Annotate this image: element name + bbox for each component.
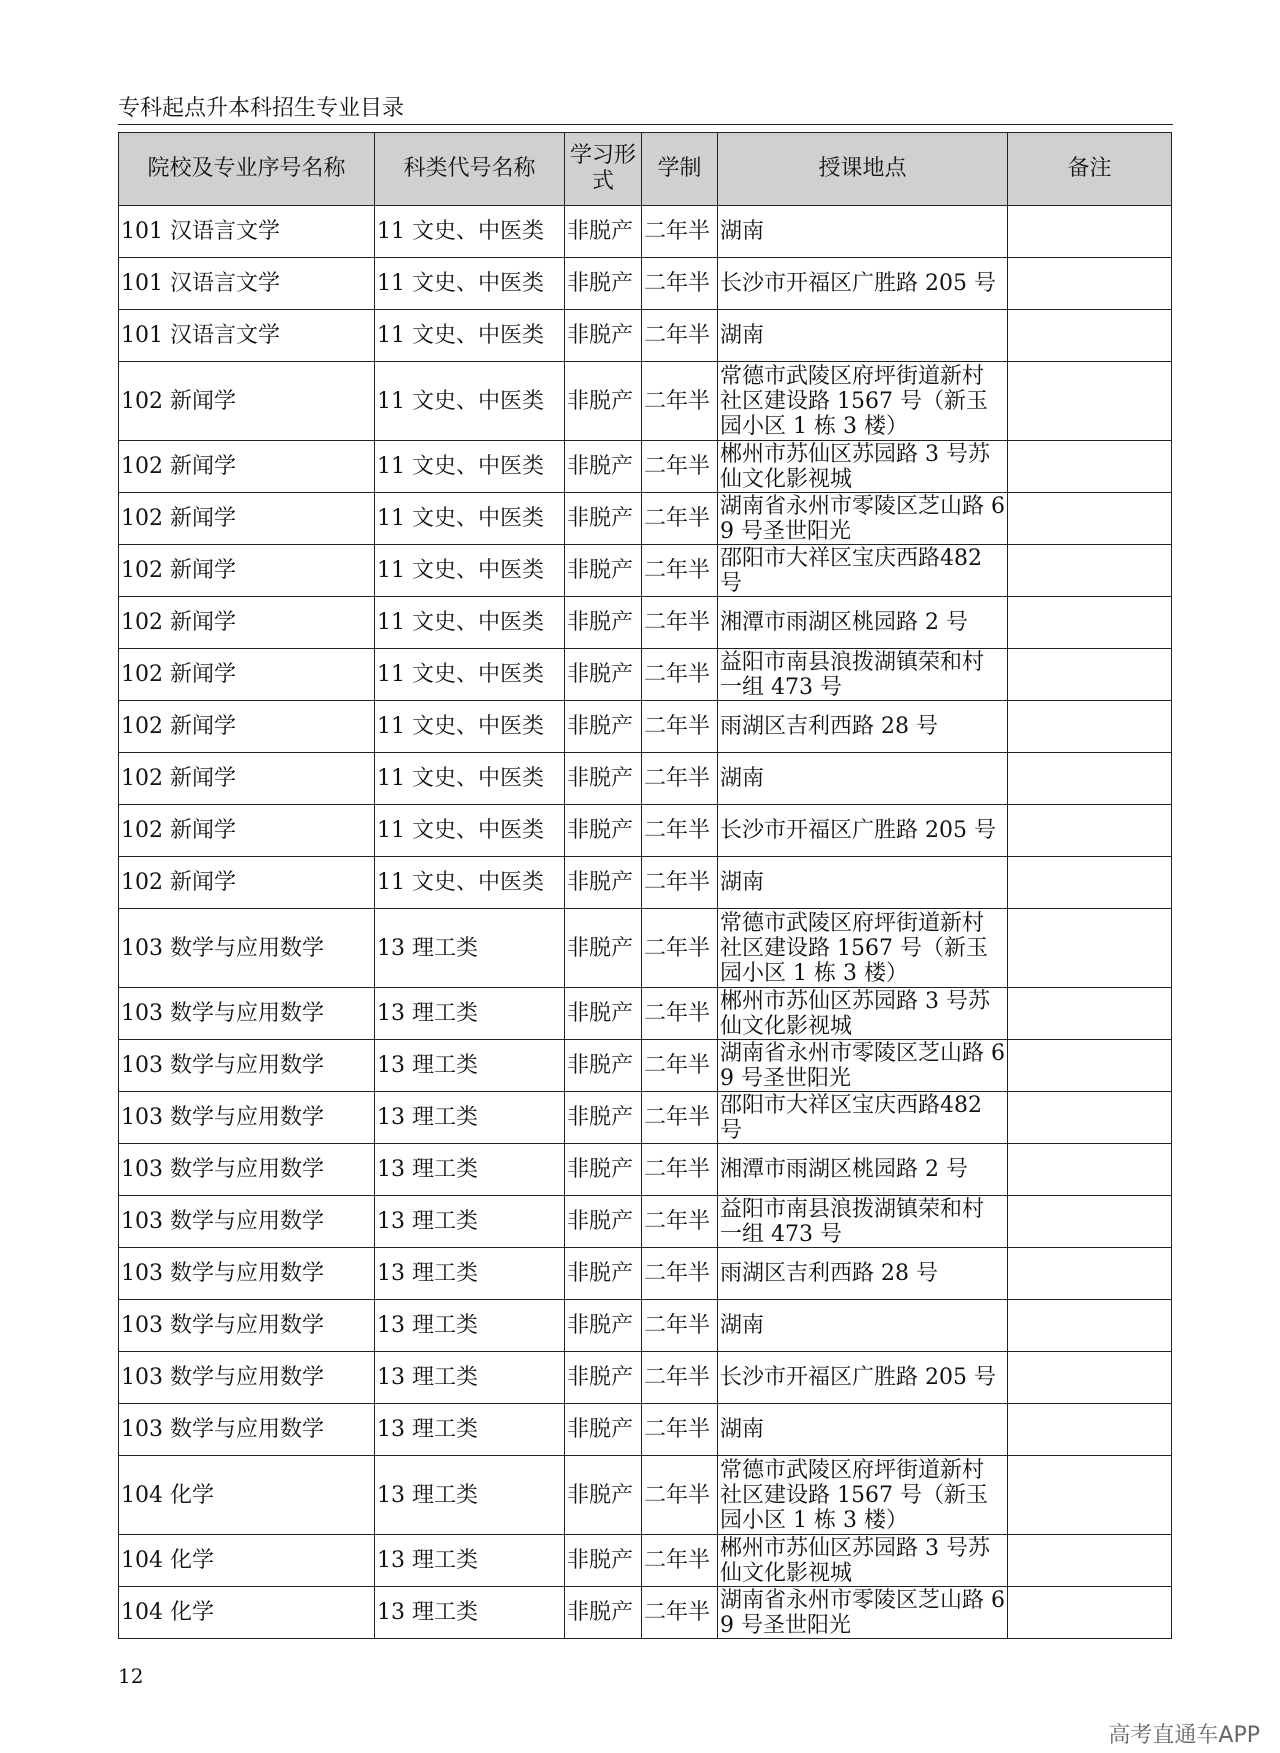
table-row <box>119 310 1172 362</box>
category-cell: 13 理工类 <box>375 1535 565 1587</box>
category-cell: 13 理工类 <box>375 988 565 1040</box>
program-cell: 103 数学与应用数学 <box>119 909 375 988</box>
table-row <box>119 1040 1172 1092</box>
study-mode-cell: 非脱产 <box>565 310 642 362</box>
remarks-cell <box>1008 441 1172 493</box>
remarks-cell <box>1008 1456 1172 1535</box>
study-mode-cell: 非脱产 <box>565 857 642 909</box>
remarks-cell <box>1008 909 1172 988</box>
category-cell: 11 文史、中医类 <box>375 597 565 649</box>
column-header-location: 授课地点 <box>718 133 1008 206</box>
study-mode-cell: 非脱产 <box>565 362 642 441</box>
table-header-row <box>119 133 1172 206</box>
category-cell: 13 理工类 <box>375 909 565 988</box>
remarks-cell <box>1008 310 1172 362</box>
location-cell: 湖南 <box>718 1300 1008 1352</box>
location-cell: 雨湖区吉利西路 28 号 <box>718 701 1008 753</box>
table-body <box>119 206 1172 1639</box>
table-row <box>119 258 1172 310</box>
duration-cell: 二年半 <box>642 310 718 362</box>
program-cell: 104 化学 <box>119 1535 375 1587</box>
location-cell: 长沙市开福区广胜路 205 号 <box>718 258 1008 310</box>
location-cell: 邵阳市大祥区宝庆西路482 号 <box>718 1092 1008 1144</box>
location-cell: 邵阳市大祥区宝庆西路482 号 <box>718 545 1008 597</box>
program-cell: 102 新闻学 <box>119 649 375 701</box>
study-mode-cell: 非脱产 <box>565 649 642 701</box>
enrollment-catalog-table <box>118 132 1172 1639</box>
category-cell: 13 理工类 <box>375 1040 565 1092</box>
category-cell: 11 文史、中医类 <box>375 441 565 493</box>
duration-cell: 二年半 <box>642 805 718 857</box>
location-cell: 湖南 <box>718 1404 1008 1456</box>
duration-cell: 二年半 <box>642 1404 718 1456</box>
study-mode-cell: 非脱产 <box>565 597 642 649</box>
program-cell: 102 新闻学 <box>119 805 375 857</box>
column-header-duration: 学制 <box>642 133 718 206</box>
table-row <box>119 1248 1172 1300</box>
location-cell: 益阳市南县浪拨湖镇荣和村一组 473 号 <box>718 649 1008 701</box>
table-row <box>119 1535 1172 1587</box>
watermark: 高考直通车APP <box>1108 1723 1260 1748</box>
duration-cell: 二年半 <box>642 753 718 805</box>
program-cell: 102 新闻学 <box>119 545 375 597</box>
program-cell: 103 数学与应用数学 <box>119 1404 375 1456</box>
program-cell: 101 汉语言文学 <box>119 310 375 362</box>
location-cell: 益阳市南县浪拨湖镇荣和村一组 473 号 <box>718 1196 1008 1248</box>
study-mode-cell: 非脱产 <box>565 1144 642 1196</box>
category-cell: 13 理工类 <box>375 1248 565 1300</box>
duration-cell: 二年半 <box>642 1352 718 1404</box>
category-cell: 11 文史、中医类 <box>375 310 565 362</box>
category-cell: 11 文史、中医类 <box>375 753 565 805</box>
program-cell: 103 数学与应用数学 <box>119 988 375 1040</box>
remarks-cell <box>1008 1352 1172 1404</box>
table-row <box>119 545 1172 597</box>
study-mode-cell: 非脱产 <box>565 1456 642 1535</box>
program-cell: 102 新闻学 <box>119 857 375 909</box>
location-cell: 湖南省永州市零陵区芝山路 69 号圣世阳光 <box>718 1040 1008 1092</box>
remarks-cell <box>1008 1196 1172 1248</box>
remarks-cell <box>1008 1092 1172 1144</box>
program-cell: 103 数学与应用数学 <box>119 1144 375 1196</box>
study-mode-cell: 非脱产 <box>565 1587 642 1639</box>
category-cell: 11 文史、中医类 <box>375 206 565 258</box>
table-row <box>119 805 1172 857</box>
table-row <box>119 1144 1172 1196</box>
duration-cell: 二年半 <box>642 857 718 909</box>
program-cell: 103 数学与应用数学 <box>119 1352 375 1404</box>
location-cell: 常德市武陵区府坪街道新村社区建设路 1567 号（新玉园小区 1 栋 3 楼） <box>718 362 1008 441</box>
table-row <box>119 597 1172 649</box>
study-mode-cell: 非脱产 <box>565 258 642 310</box>
program-cell: 102 新闻学 <box>119 441 375 493</box>
duration-cell: 二年半 <box>642 1196 718 1248</box>
remarks-cell <box>1008 597 1172 649</box>
location-cell: 湘潭市雨湖区桃园路 2 号 <box>718 597 1008 649</box>
remarks-cell <box>1008 649 1172 701</box>
program-cell: 102 新闻学 <box>119 493 375 545</box>
duration-cell: 二年半 <box>642 1092 718 1144</box>
category-cell: 13 理工类 <box>375 1404 565 1456</box>
study-mode-cell: 非脱产 <box>565 1300 642 1352</box>
location-cell: 湖南省永州市零陵区芝山路 69 号圣世阳光 <box>718 493 1008 545</box>
header-rule <box>118 124 1173 125</box>
remarks-cell <box>1008 1535 1172 1587</box>
category-cell: 11 文史、中医类 <box>375 545 565 597</box>
table-row <box>119 1587 1172 1639</box>
page-number: 12 <box>118 1664 144 1688</box>
duration-cell: 二年半 <box>642 1300 718 1352</box>
remarks-cell <box>1008 545 1172 597</box>
study-mode-cell: 非脱产 <box>565 1404 642 1456</box>
location-cell: 郴州市苏仙区苏园路 3 号苏仙文化影视城 <box>718 1535 1008 1587</box>
duration-cell: 二年半 <box>642 441 718 493</box>
program-cell: 103 数学与应用数学 <box>119 1040 375 1092</box>
category-cell: 13 理工类 <box>375 1196 565 1248</box>
table-row <box>119 1404 1172 1456</box>
remarks-cell <box>1008 1248 1172 1300</box>
remarks-cell <box>1008 493 1172 545</box>
table-row <box>119 441 1172 493</box>
program-cell: 104 化学 <box>119 1456 375 1535</box>
study-mode-cell: 非脱产 <box>565 753 642 805</box>
table-row <box>119 206 1172 258</box>
category-cell: 11 文史、中医类 <box>375 258 565 310</box>
location-cell: 湖南 <box>718 857 1008 909</box>
category-cell: 11 文史、中医类 <box>375 857 565 909</box>
duration-cell: 二年半 <box>642 206 718 258</box>
duration-cell: 二年半 <box>642 493 718 545</box>
category-cell: 13 理工类 <box>375 1456 565 1535</box>
duration-cell: 二年半 <box>642 1456 718 1535</box>
column-header-category: 科类代号名称 <box>375 133 565 206</box>
program-cell: 101 汉语言文学 <box>119 258 375 310</box>
running-header: 专科起点升本科招生专业目录 <box>118 96 405 121</box>
location-cell: 长沙市开福区广胜路 205 号 <box>718 1352 1008 1404</box>
program-cell: 102 新闻学 <box>119 701 375 753</box>
category-cell: 13 理工类 <box>375 1300 565 1352</box>
category-cell: 11 文史、中医类 <box>375 701 565 753</box>
program-cell: 102 新闻学 <box>119 362 375 441</box>
table-row <box>119 362 1172 441</box>
location-cell: 长沙市开福区广胜路 205 号 <box>718 805 1008 857</box>
location-cell: 雨湖区吉利西路 28 号 <box>718 1248 1008 1300</box>
remarks-cell <box>1008 857 1172 909</box>
study-mode-cell: 非脱产 <box>565 493 642 545</box>
location-cell: 湖南 <box>718 206 1008 258</box>
study-mode-cell: 非脱产 <box>565 909 642 988</box>
duration-cell: 二年半 <box>642 1040 718 1092</box>
table-row <box>119 1300 1172 1352</box>
location-cell: 湖南 <box>718 310 1008 362</box>
location-cell: 郴州市苏仙区苏园路 3 号苏仙文化影视城 <box>718 988 1008 1040</box>
study-mode-cell: 非脱产 <box>565 545 642 597</box>
remarks-cell <box>1008 1404 1172 1456</box>
program-cell: 103 数学与应用数学 <box>119 1300 375 1352</box>
program-cell: 102 新闻学 <box>119 597 375 649</box>
remarks-cell <box>1008 362 1172 441</box>
category-cell: 11 文史、中医类 <box>375 805 565 857</box>
study-mode-cell: 非脱产 <box>565 988 642 1040</box>
table-row <box>119 857 1172 909</box>
category-cell: 11 文史、中医类 <box>375 649 565 701</box>
column-header-study-mode: 学习形式 <box>565 133 642 206</box>
program-cell: 103 数学与应用数学 <box>119 1092 375 1144</box>
location-cell: 湖南 <box>718 753 1008 805</box>
column-header-remarks: 备注 <box>1008 133 1172 206</box>
remarks-cell <box>1008 1040 1172 1092</box>
category-cell: 11 文史、中医类 <box>375 362 565 441</box>
remarks-cell <box>1008 206 1172 258</box>
study-mode-cell: 非脱产 <box>565 441 642 493</box>
table-row <box>119 1196 1172 1248</box>
column-header-program: 院校及专业序号名称 <box>119 133 375 206</box>
program-cell: 101 汉语言文学 <box>119 206 375 258</box>
study-mode-cell: 非脱产 <box>565 1352 642 1404</box>
table-row <box>119 753 1172 805</box>
table-row <box>119 1456 1172 1535</box>
duration-cell: 二年半 <box>642 1587 718 1639</box>
study-mode-cell: 非脱产 <box>565 701 642 753</box>
table-row <box>119 909 1172 988</box>
duration-cell: 二年半 <box>642 1535 718 1587</box>
duration-cell: 二年半 <box>642 701 718 753</box>
remarks-cell <box>1008 1144 1172 1196</box>
duration-cell: 二年半 <box>642 1144 718 1196</box>
category-cell: 11 文史、中医类 <box>375 493 565 545</box>
category-cell: 13 理工类 <box>375 1352 565 1404</box>
table-row <box>119 649 1172 701</box>
remarks-cell <box>1008 753 1172 805</box>
remarks-cell <box>1008 1587 1172 1639</box>
remarks-cell <box>1008 701 1172 753</box>
program-cell: 103 数学与应用数学 <box>119 1248 375 1300</box>
duration-cell: 二年半 <box>642 362 718 441</box>
duration-cell: 二年半 <box>642 649 718 701</box>
program-cell: 103 数学与应用数学 <box>119 1196 375 1248</box>
remarks-cell <box>1008 1300 1172 1352</box>
duration-cell: 二年半 <box>642 988 718 1040</box>
duration-cell: 二年半 <box>642 545 718 597</box>
duration-cell: 二年半 <box>642 909 718 988</box>
location-cell: 湖南省永州市零陵区芝山路 69 号圣世阳光 <box>718 1587 1008 1639</box>
program-cell: 104 化学 <box>119 1587 375 1639</box>
program-cell: 102 新闻学 <box>119 753 375 805</box>
study-mode-cell: 非脱产 <box>565 1535 642 1587</box>
location-cell: 常德市武陵区府坪街道新村社区建设路 1567 号（新玉园小区 1 栋 3 楼） <box>718 909 1008 988</box>
location-cell: 郴州市苏仙区苏园路 3 号苏仙文化影视城 <box>718 441 1008 493</box>
table-row <box>119 1092 1172 1144</box>
study-mode-cell: 非脱产 <box>565 1040 642 1092</box>
duration-cell: 二年半 <box>642 258 718 310</box>
duration-cell: 二年半 <box>642 597 718 649</box>
study-mode-cell: 非脱产 <box>565 805 642 857</box>
table-row <box>119 701 1172 753</box>
location-cell: 常德市武陵区府坪街道新村社区建设路 1567 号（新玉园小区 1 栋 3 楼） <box>718 1456 1008 1535</box>
location-cell: 湘潭市雨湖区桃园路 2 号 <box>718 1144 1008 1196</box>
category-cell: 13 理工类 <box>375 1587 565 1639</box>
remarks-cell <box>1008 805 1172 857</box>
study-mode-cell: 非脱产 <box>565 1196 642 1248</box>
remarks-cell <box>1008 988 1172 1040</box>
remarks-cell <box>1008 258 1172 310</box>
category-cell: 13 理工类 <box>375 1144 565 1196</box>
study-mode-cell: 非脱产 <box>565 1248 642 1300</box>
category-cell: 13 理工类 <box>375 1092 565 1144</box>
study-mode-cell: 非脱产 <box>565 1092 642 1144</box>
table-row <box>119 988 1172 1040</box>
table-row <box>119 1352 1172 1404</box>
study-mode-cell: 非脱产 <box>565 206 642 258</box>
table-row <box>119 493 1172 545</box>
duration-cell: 二年半 <box>642 1248 718 1300</box>
